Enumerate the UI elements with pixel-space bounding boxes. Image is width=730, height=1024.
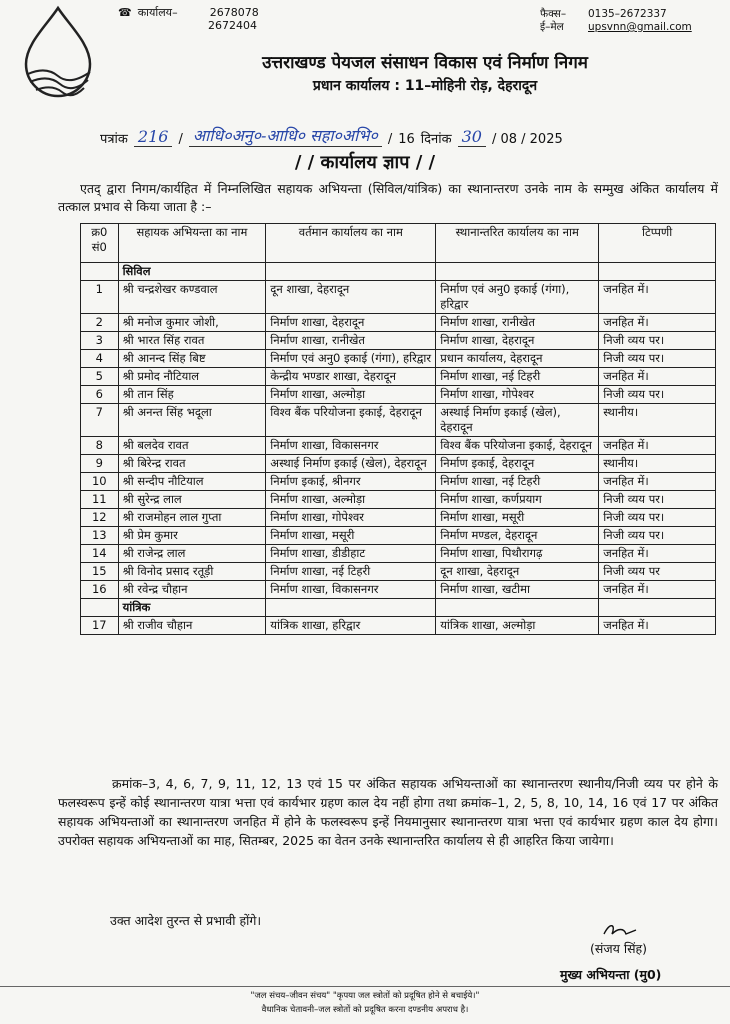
date-label: दिनांक	[420, 132, 452, 147]
name-cell: श्री राजमोहन लाल गुप्ता	[118, 509, 266, 527]
table-row	[81, 473, 716, 491]
remark-cell: जनहित में।	[599, 281, 716, 314]
new-office-cell: निर्माण शाखा, पिथौरागढ़	[436, 545, 599, 563]
current-office-cell: निर्माण शाखा, रानीखेत	[266, 332, 436, 350]
new-office-cell: निर्माण शाखा, नई टिहरी	[436, 368, 599, 386]
current-office-cell: विश्व बैंक परियोजना इकाई, देहरादून	[266, 404, 436, 437]
new-office-cell: निर्माण शाखा, गोपेश्वर	[436, 386, 599, 404]
signatory-name: (संजय सिंह)	[590, 941, 648, 956]
fax-label: फैक्स–	[540, 8, 567, 20]
current-office-cell: निर्माण शाखा, देहरादून	[266, 314, 436, 332]
phone-icon: ☎	[118, 6, 132, 19]
new-office-cell: निर्माण शाखा, नई टिहरी	[436, 473, 599, 491]
serial-cell: 5	[81, 368, 119, 386]
footer-divider	[0, 986, 730, 987]
phone-number: 2678078	[209, 6, 259, 19]
serial-cell: 2	[81, 314, 119, 332]
serial-cell: 14	[81, 545, 119, 563]
new-office-cell: दून शाखा, देहरादून	[436, 563, 599, 581]
name-cell: श्री रवेन्द्र चौहान	[118, 581, 266, 599]
name-cell: श्री राजीव चौहान	[118, 617, 266, 635]
current-office-cell: निर्माण शाखा, डीडीहाट	[266, 545, 436, 563]
office-phones	[118, 6, 259, 32]
email-label: ई–मेल	[540, 21, 564, 33]
serial-cell: 9	[81, 455, 119, 473]
table-row	[81, 437, 716, 455]
remark-cell: निजी व्यय पर।	[599, 491, 716, 509]
current-office-cell: यांत्रिक शाखा, हरिद्वार	[266, 617, 436, 635]
memo-title: / / कार्यालय ज्ञाप / /	[294, 152, 436, 173]
current-office-cell: निर्माण शाखा, विकासनगर	[266, 581, 436, 599]
table-row	[81, 617, 716, 635]
section-mechanical: यांत्रिक	[118, 599, 266, 617]
fax-number: 0135–2672337	[588, 8, 667, 20]
header-serial: क्र0 सं0	[81, 224, 119, 263]
date-month-year: / 08 / 2025	[491, 132, 563, 147]
header-new-office: स्थानान्तरित कार्यालय का नाम	[436, 224, 599, 263]
transfer-table	[80, 223, 716, 635]
new-office-cell: अस्थाई निर्माण इकाई (खेल), देहरादून	[436, 404, 599, 437]
current-office-cell: अस्थाई निर्माण इकाई (खेल), देहरादून	[266, 455, 436, 473]
remark-cell: जनहित में।	[599, 545, 716, 563]
new-office-cell: विश्व बैंक परियोजना इकाई, देहरादून	[436, 437, 599, 455]
remark-cell: निजी व्यय पर।	[599, 527, 716, 545]
table-row	[81, 332, 716, 350]
new-office-cell: यांत्रिक शाखा, अल्मोड़ा	[436, 617, 599, 635]
order-effect: उक्त आदेश तुरन्त से प्रभावी होंगे।	[110, 913, 262, 928]
remark-cell: जनहित में।	[599, 473, 716, 491]
name-cell: श्री प्रमोद नौटियाल	[118, 368, 266, 386]
remark-cell: जनहित में।	[599, 617, 716, 635]
name-cell: श्री सुरेन्द्र लाल	[118, 491, 266, 509]
remark-cell: स्थानीय।	[599, 455, 716, 473]
table-row	[81, 368, 716, 386]
serial-cell: 3	[81, 332, 119, 350]
new-office-cell: प्रधान कार्यालय, देहरादून	[436, 350, 599, 368]
serial-cell: 6	[81, 386, 119, 404]
org-logo	[6, 4, 110, 108]
serial-cell: 16	[81, 581, 119, 599]
current-office-cell: निर्माण शाखा, नई टिहरी	[266, 563, 436, 581]
footer-warning: वैधानिक चेतावनी–जल स्त्रोतों को प्रदूषित करना दण्डनीय अपराध है।	[261, 1005, 469, 1015]
remark-cell: निजी व्यय पर।	[599, 350, 716, 368]
new-office-cell: निर्माण शाखा, रानीखेत	[436, 314, 599, 332]
serial-cell: 17	[81, 617, 119, 635]
header-current-office: वर्तमान कार्यालय का नाम	[266, 224, 436, 263]
current-office-cell: दून शाखा, देहरादून	[266, 281, 436, 314]
header-remark: टिप्पणी	[599, 224, 716, 263]
serial-cell: 4	[81, 350, 119, 368]
serial-cell: 7	[81, 404, 119, 437]
org-address: प्रधान कार्यालय : 11–मोहिनी रोड़, देहरादून	[312, 78, 538, 94]
remark-cell: जनहित में।	[599, 437, 716, 455]
reference-line: पत्रांक 216 / आधि०अनु०-आधि० सहा०अभि० / 16 दिनांक 30 / 08 / 2025	[100, 126, 563, 147]
remark-cell: स्थानीय।	[599, 404, 716, 437]
remark-cell: जनहित में।	[599, 314, 716, 332]
name-cell: श्री सन्दीप नौटियाल	[118, 473, 266, 491]
table-row	[81, 545, 716, 563]
reference-number: 216	[134, 127, 173, 147]
name-cell: श्री बलदेव रावत	[118, 437, 266, 455]
intro-paragraph: एतद् द्वारा निगम/कार्यहित में निम्नलिखित सहायक अभियन्ता (सिविल/यांत्रिक) का स्थानान्तरण उनके नाम के सम्मुख अंकित कार्यालय में तत्काल प्रभाव से किया जाता है :–	[58, 181, 718, 214]
remark-cell: निजी व्यय पर।	[599, 509, 716, 527]
closing-paragraph: क्रमांक–3, 4, 6, 7, 9, 11, 12, 13 एवं 15 पर अंकित सहायक अभियन्ताओं का स्थानान्तरण स्थानीय/निजी व्यय पर होने के फलस्वरूप इन्हें कोई स्थानान्तरण यात्रा भत्ता एवं कार्यभार ग्रहण काल देय नहीं होगा तथा क्रमांक–1, 2, 5, 8, 10, 14, 16 एवं 17 पर अंकित सहायक अभियन्ताओं का स्थानान्तरण जनहित में होने के फलस्वरूप इन्हें नियमानुसार स्थानान्तरण यात्रा भत्ता एवं कार्यभार ग्रहण काल देय होगा। उपरोक्त सहायक अभियन्ताओं का माह, सितम्बर, 2025 का वेतन उनके स्थानान्तरित कार्यालय से ही आहरित किया जायेगा।	[58, 776, 718, 848]
table-row	[81, 509, 716, 527]
serial-cell: 12	[81, 509, 119, 527]
serial-cell: 13	[81, 527, 119, 545]
footer-slogan: "जल संचय–जीवन संचय" "कृपया जल स्त्रोतों को प्रदूषित होने से बचाईये।"	[250, 991, 480, 1001]
current-office-cell: निर्माण इकाई, श्रीनगर	[266, 473, 436, 491]
name-cell: श्री अनन्त सिंह भदूला	[118, 404, 266, 437]
table-row	[81, 581, 716, 599]
name-cell: श्री विनोद प्रसाद रतूड़ी	[118, 563, 266, 581]
name-cell: श्री तान सिंह	[118, 386, 266, 404]
reference-sub: 16	[398, 132, 415, 147]
new-office-cell: निर्माण इकाई, देहरादून	[436, 455, 599, 473]
name-cell: श्री भारत सिंह रावत	[118, 332, 266, 350]
fax-email	[540, 8, 692, 34]
new-office-cell: निर्माण एवं अनु0 इकाई (गंगा), हरिद्वार	[436, 281, 599, 314]
remark-cell: जनहित में।	[599, 581, 716, 599]
table-row	[81, 404, 716, 437]
phone-number: 2672404	[208, 19, 257, 32]
table-row	[81, 563, 716, 581]
name-cell: श्री राजेन्द्र लाल	[118, 545, 266, 563]
table-row	[81, 491, 716, 509]
current-office-cell: निर्माण शाखा, विकासनगर	[266, 437, 436, 455]
current-office-cell: निर्माण शाखा, मसूरी	[266, 527, 436, 545]
remark-cell: निजी व्यय पर।	[599, 332, 716, 350]
current-office-cell: निर्माण शाखा, अल्मोड़ा	[266, 386, 436, 404]
table-row	[81, 281, 716, 314]
signatory-designation: मुख्य अभियन्ता (मु0)	[560, 967, 662, 982]
serial-cell: 8	[81, 437, 119, 455]
serial-cell: 10	[81, 473, 119, 491]
table-row	[81, 455, 716, 473]
current-office-cell: निर्माण शाखा, अल्मोड़ा	[266, 491, 436, 509]
new-office-cell: निर्माण मण्डल, देहरादून	[436, 527, 599, 545]
name-cell: श्री प्रेम कुमार	[118, 527, 266, 545]
new-office-cell: निर्माण शाखा, कर्णप्रयाग	[436, 491, 599, 509]
remark-cell: जनहित में।	[599, 368, 716, 386]
table-row	[81, 314, 716, 332]
table-row	[81, 527, 716, 545]
current-office-cell: निर्माण एवं अनु0 इकाई (गंगा), हरिद्वार	[266, 350, 436, 368]
table-row	[81, 350, 716, 368]
current-office-cell: केन्द्रीय भण्डार शाखा, देहरादून	[266, 368, 436, 386]
org-name: उत्तराखण्ड पेयजल संसाधन विकास एवं निर्माण निगम	[262, 53, 588, 73]
section-civil: सिविल	[118, 263, 266, 281]
date-day: 30	[458, 127, 486, 147]
name-cell: श्री आनन्द सिंह बिष्ट	[118, 350, 266, 368]
name-cell: श्री मनोज कुमार जोशी,	[118, 314, 266, 332]
serial-cell: 15	[81, 563, 119, 581]
section-row-mechanical	[81, 599, 716, 617]
office-label: कार्यालय–	[137, 6, 178, 19]
reference-label: पत्रांक	[100, 132, 128, 147]
section-row-civil	[81, 263, 716, 281]
remark-cell: निजी व्यय पर।	[599, 386, 716, 404]
table-header-row	[81, 224, 716, 263]
serial-cell: 1	[81, 281, 119, 314]
serial-cell: 11	[81, 491, 119, 509]
reference-section: आधि०अनु०-आधि० सहा०अभि०	[189, 124, 382, 147]
name-cell: श्री बिरेन्द्र रावत	[118, 455, 266, 473]
name-cell: श्री चन्द्रशेखर कण्डवाल	[118, 281, 266, 314]
current-office-cell: निर्माण शाखा, गोपेश्वर	[266, 509, 436, 527]
header-name: सहायक अभियन्ता का नाम	[118, 224, 266, 263]
new-office-cell: निर्माण शाखा, खटीमा	[436, 581, 599, 599]
new-office-cell: निर्माण शाखा, देहरादून	[436, 332, 599, 350]
table-row	[81, 386, 716, 404]
email-address[interactable]: upsvnn@gmail.com	[588, 21, 692, 33]
new-office-cell: निर्माण शाखा, मसूरी	[436, 509, 599, 527]
remark-cell: निजी व्यय पर	[599, 563, 716, 581]
